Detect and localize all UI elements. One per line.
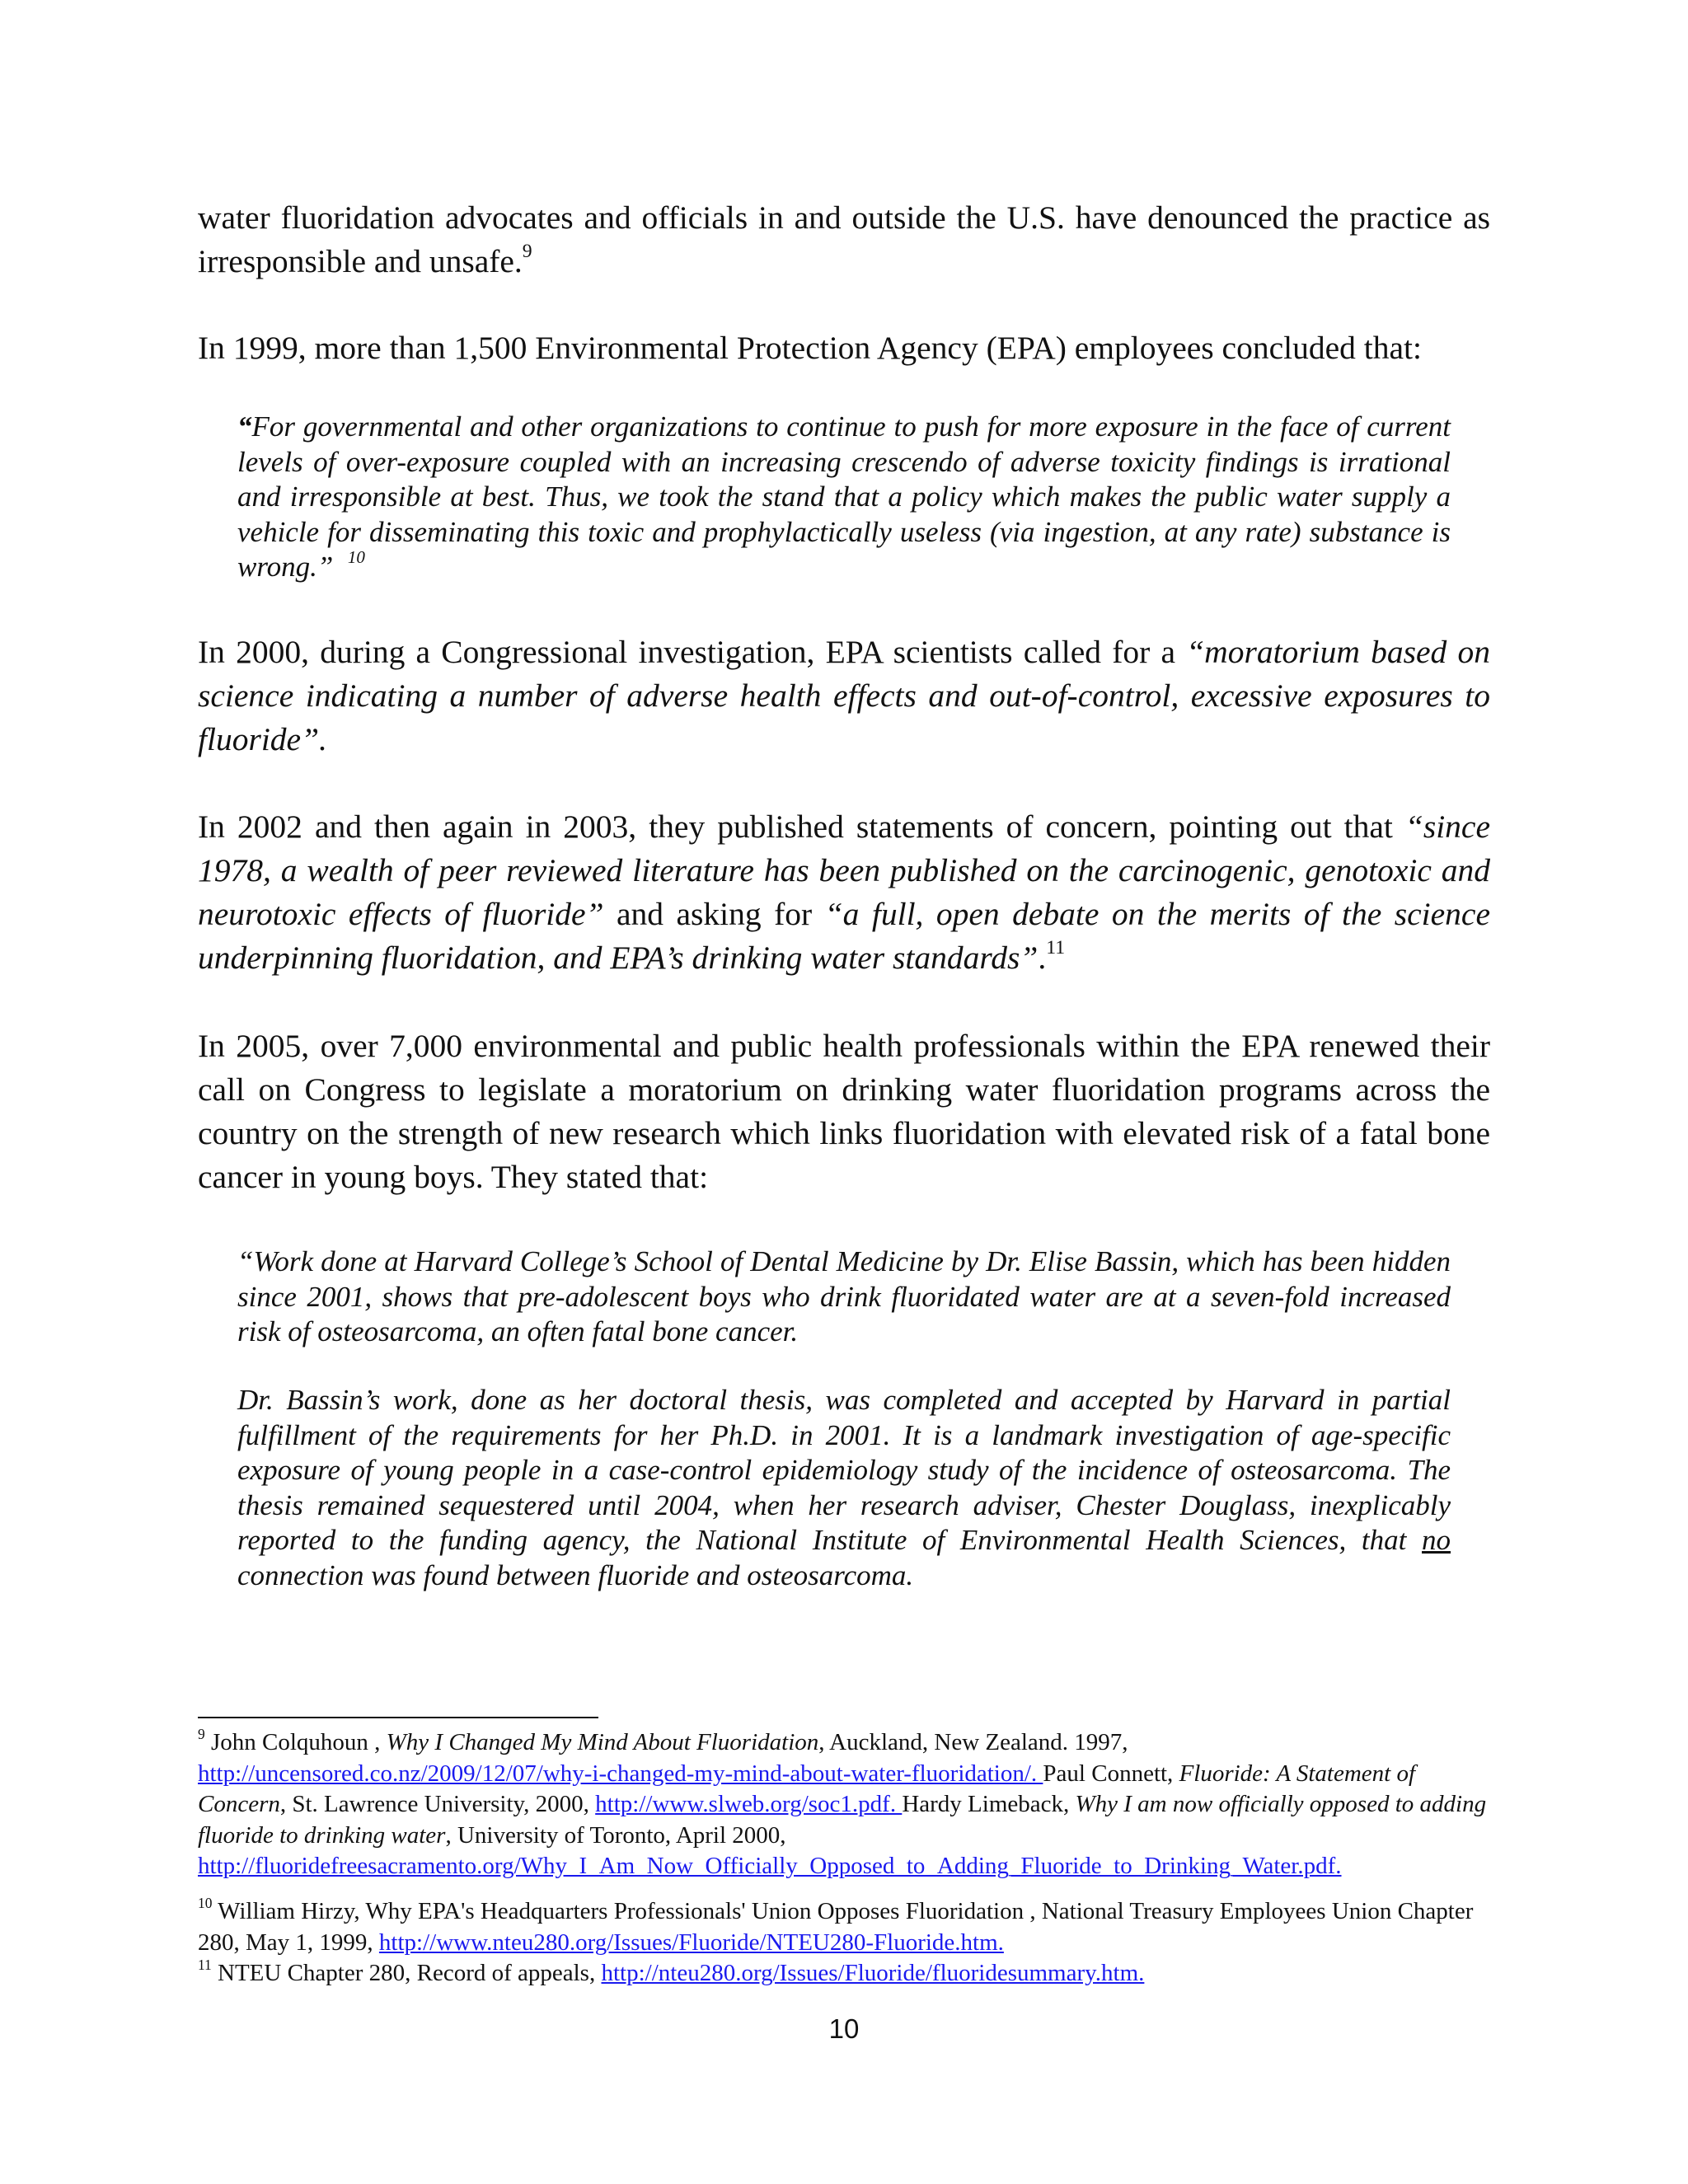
footnote-link-sacramento[interactable]: http://fluoridefreesacramento.org/Why_I_Am_Now_Officially_Opposed_to_Adding_Fluoride_to_Drinking_Water.pdf. bbox=[198, 1853, 1342, 1879]
footnote-11: $^{11}$ NTEU Chapter 280, Record of appeals, http://nteu280.org/Issues/Fluoride/fluoridesummary.htm. bbox=[198, 1956, 1145, 1986]
footnote-10: $^{10}$ William Hirzy, Why EPA's Headquarters Professionals' Union Opposes Fluoridation , National Treasury Employees Union Chapter 280, May 1, 1999, http://www.nteu280.org/Issues/Fluoride/NTEU280-Fluoride.htm. bbox=[198, 1894, 1474, 1956]
blockquote-epa-1999: “For governmental and other organizations to continue to push for more exposure in the face of current levels of over-exposure coupled with an increasing crescendo of adverse toxicity findings is irrational and irresponsible at best. Thus, we took the stand that a policy which makes the public water supply a vehicle for disseminating this toxic and prophylactically useless (via ingestion, at any rate) substance is wrong.” $^{10}$ bbox=[237, 410, 1451, 583]
paragraph-2005: In 2005, over 7,000 environmental and public health professionals within the EPA renewed their call on Congress to legislate a moratorium on drinking water fluoridation programs across the country on the strength of new research which links fluoridation with elevated risk of a fatal bone cancer in young boys. They stated that: bbox=[198, 1028, 1490, 1195]
footnote-link-nteu280[interactable]: http://www.nteu280.org/Issues/Fluoride/NTEU280-Fluoride.htm. bbox=[378, 1929, 1004, 1956]
paragraph-1999: In 1999, more than 1,500 Environmental Protection Agency (EPA) employees concluded that: bbox=[198, 330, 1422, 366]
footnote-link-slweb[interactable]: http://www.slweb.org/soc1.pdf. bbox=[595, 1791, 903, 1817]
footnote-9: $^9$ John Colquhoun , Why I Changed My Mind About Fluoridation, Auckland, New Zealand. 1997, http://uncensored.co.nz/2009/12/07/why-i-changed-my-mind-about-water-fluoridation/. Paul Connett, Fluoride: A Statement of Concern, St. Lawrence University, 2000, http://www.slweb.org/soc1.pdf. Hardy Limeback, Why I am now officially opposed to adding fluoride to drinking water, University of Toronto, April 2000, http://fluoridefreesacramento.org/Why_I_Am_Now_Officially_Opposed_to_Adding_Fluoride_to_Drinking_Water.pdf. bbox=[198, 1725, 1487, 1879]
footnote-link-colquhoun[interactable]: http://uncensored.co.nz/2009/12/07/why-i-changed-my-mind-about-water-fluoridation/. bbox=[198, 1760, 1043, 1787]
footnote-link-fluoridesummary[interactable]: http://nteu280.org/Issues/Fluoride/fluoridesummary.htm. bbox=[601, 1960, 1145, 1986]
paragraph-2002-2003: In 2002 and then again in 2003, they published statements of concern, pointing out that “since 1978, a wealth of peer reviewed literature has been published on the carcinogenic, genotoxic and neurotoxic effects of fluoride” and asking for “a full, open debate on the merits of the science underpinning fluoridation, and EPA’s drinking water standards”.$^{11}$ bbox=[198, 808, 1490, 976]
footnote-ref-9[interactable]: 9 bbox=[522, 241, 532, 263]
footnote-divider bbox=[198, 1717, 598, 1718]
footnote-ref-11[interactable]: 11 bbox=[1046, 937, 1066, 959]
footnote-ref-10[interactable]: 10 bbox=[347, 547, 365, 568]
page-number: 10 bbox=[828, 2013, 860, 2044]
blockquote-harvard: “Work done at Harvard College’s School of Dental Medicine by Dr. Elise Bassin, which has been hidden since 2001, shows that pre-adolescent boys who drink fluoridated water are at a seven-fold increased risk of osteosarcoma, an often fatal bone cancer. bbox=[237, 1245, 1451, 1347]
paragraph-intro: water fluoridation advocates and officials in and outside the U.S. have denounced the practice as irresponsible and unsafe.$^9$ bbox=[198, 199, 1490, 279]
paragraph-2000: In 2000, during a Congressional investigation, EPA scientists called for a “moratorium based on science indicating a number of adverse health effects and out-of-control, excessive exposures to fluoride”. bbox=[198, 634, 1491, 757]
blockquote-bassin: Dr. Bassin’s work, done as her doctoral thesis, was completed and accepted by Harvard in partial fulfillment of the requirements for her Ph.D. in 2001. It is a landmark investigation of age-specific exposure of young people in a case-control epidemiology study of the incidence of osteosarcoma. The thesis remained sequestered until 2004, when her research adviser, Chester Douglass, inexplicably reported to the funding agency, the National Institute of Environmental Health Sciences, that no connection was found between fluoride and osteosarcoma. bbox=[237, 1384, 1451, 1591]
